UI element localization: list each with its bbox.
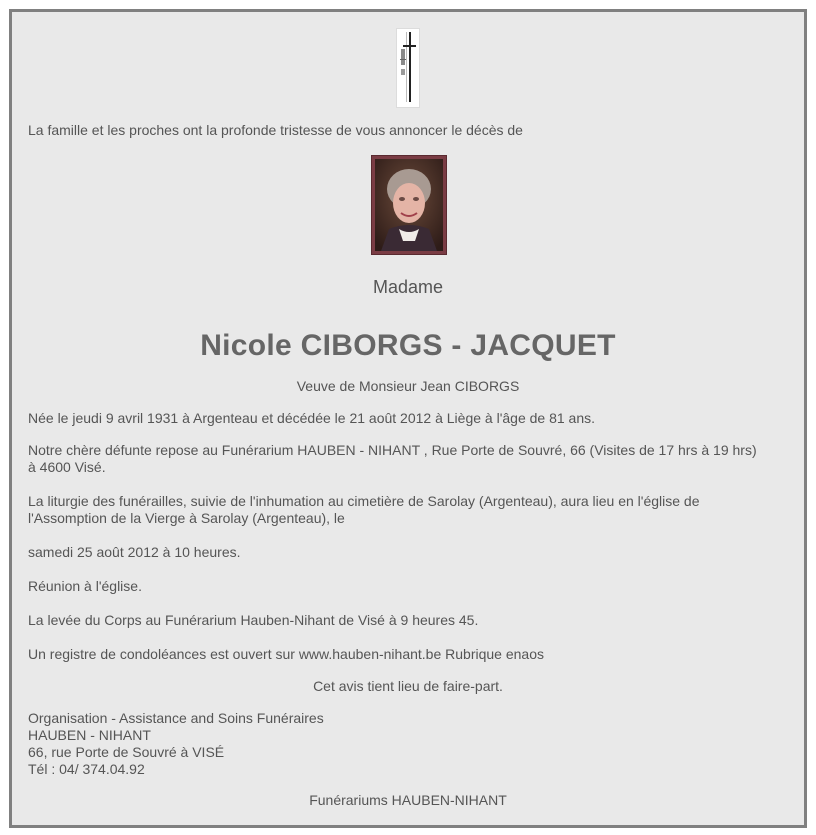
- funeral-date: samedi 25 août 2012 à 10 heures.: [28, 544, 241, 560]
- intro-text: La famille et les proches ont la profonde tristesse de vous annoncer le décès de: [28, 122, 523, 138]
- portrait-photo: [371, 155, 447, 255]
- organisation-address: 66, rue Porte de Souvré à VISÉ: [28, 744, 225, 760]
- rest-text-line2: à 4600 Visé.: [28, 459, 106, 475]
- widow-line: Veuve de Monsieur Jean CIBORGS: [296, 378, 520, 394]
- registry-text: Un registre de condoléances est ouvert sur www.hauben-nihant.be Rubrique enaos: [28, 646, 544, 662]
- levee-text: La levée du Corps au Funérarium Hauben-Nihant de Visé à 9 heures 45.: [28, 612, 479, 628]
- organisation-line1: Organisation - Assistance and Soins Funéraires: [28, 710, 324, 726]
- rest-text-line1: Notre chère défunte repose au Funérarium HAUBEN - NIHANT , Rue Porte de Souvré, 66 (Visites de 17 hrs à 19 hrs): [28, 442, 757, 458]
- liturgy-text-line1: La liturgie des funérailles, suivie de l'inhumation au cimetière de Sarolay (Argenteau), aura lieu en l'église de: [28, 493, 700, 509]
- organisation-line2: HAUBEN - NIHANT: [28, 727, 151, 743]
- honorific-title: Madame: [372, 277, 444, 297]
- deceased-name: Nicole CIBORGS - JACQUET: [200, 329, 616, 362]
- organisation-phone: Tél : 04/ 374.04.92: [28, 761, 145, 777]
- meeting-text: Réunion à l'église.: [28, 578, 142, 594]
- birth-death-text: Née le jeudi 9 avril 1931 à Argenteau et décédée le 21 août 2012 à Liège à l'âge de 81 ans.: [28, 410, 595, 426]
- liturgy-text-line2: l'Assomption de la Vierge à Sarolay (Argenteau), le: [28, 510, 345, 526]
- cross-icon: [396, 28, 420, 108]
- footer-text: Funérariums HAUBEN-NIHANT: [309, 792, 507, 808]
- notice-text: Cet avis tient lieu de faire-part.: [313, 678, 503, 694]
- obituary-card: [9, 9, 807, 828]
